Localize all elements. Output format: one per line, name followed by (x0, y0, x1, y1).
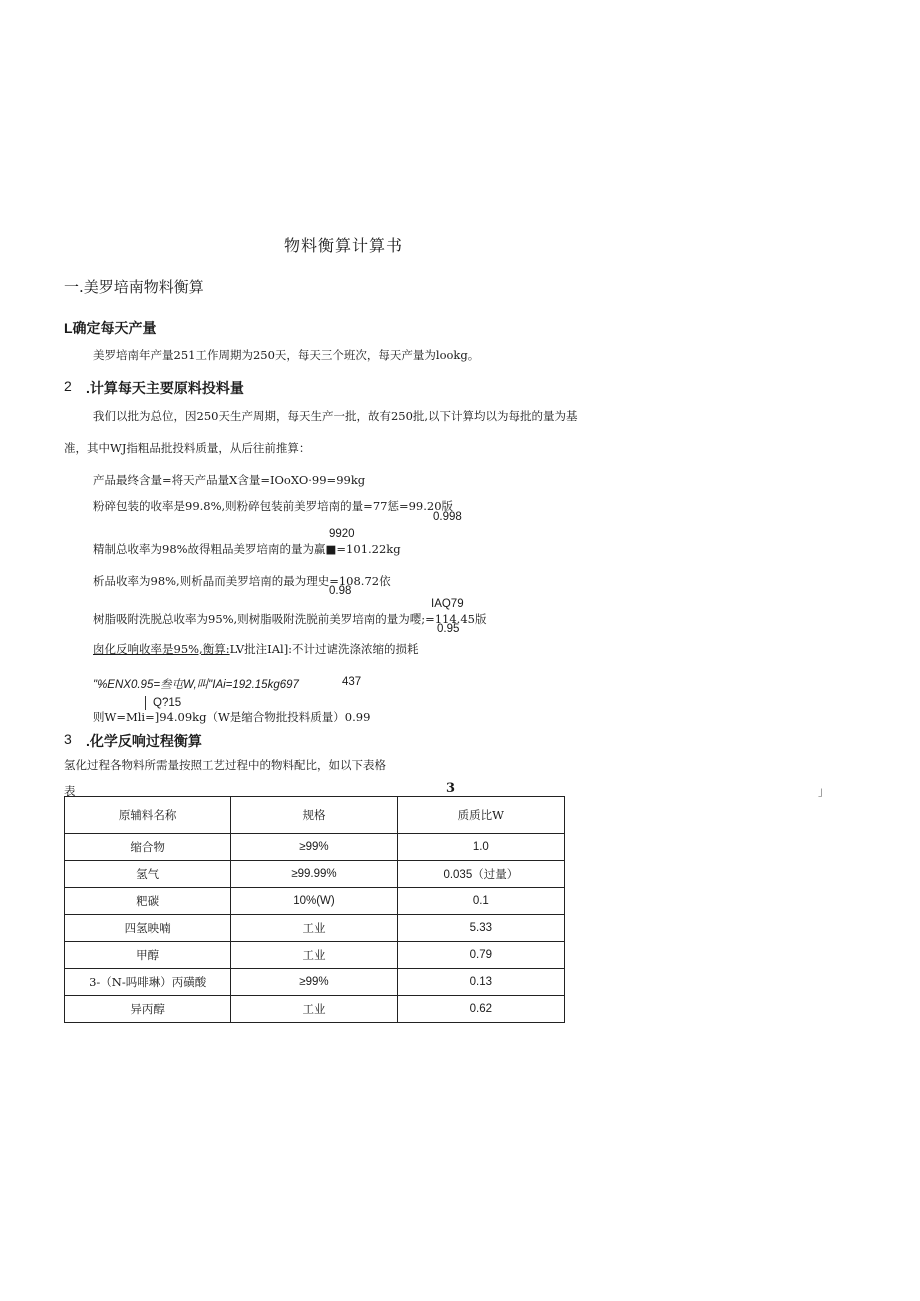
cell-spec: 工业 (231, 942, 397, 969)
cell-ratio: 0.13 (397, 969, 564, 996)
subsection-1-paragraph: 美罗培南年产量251工作周期为250天，每天三个班次，每天产量为lookg。 (93, 348, 480, 362)
calc-line-2: 粉碎包装的收率是99.8%,则粉碎包装前美罗培南的量=77惩=99.20版 (93, 499, 454, 513)
header-cell-ratio: 质质比W (397, 797, 564, 834)
calc-line-7-tail: 437 (342, 676, 362, 688)
cell-ratio: 0.79 (397, 942, 564, 969)
subsection-3-heading: .化学反响过程衡算 (86, 733, 202, 749)
table-row (65, 915, 565, 942)
table-row (65, 861, 565, 888)
calc-line-3: 精制总收率为98%故得粗品美罗培南的量为赢■=101.22kg (93, 542, 401, 556)
table-number: 3 (446, 781, 456, 796)
cell-ratio: 0.62 (397, 996, 564, 1023)
cell-spec: 工业 (231, 996, 397, 1023)
subsection-2-paragraph-1: 我们以批为总位，因250天生产周期，每天生产一批，故有250批,以下计算均以为每批的量为基 (93, 409, 578, 423)
subsection-2-paragraph-2: 准，其中WJ指粗品批投料质量，从后往前推算： (64, 441, 311, 455)
cell-name: 缩合物 (65, 834, 231, 861)
section-1-heading: 一.美罗培南物料衡算 (64, 278, 204, 296)
table-label: 表 (64, 784, 76, 798)
document-title: 物料衡算计算书 (284, 236, 404, 255)
calc-line-2-denominator: 0.998 (433, 511, 462, 523)
cell-name: 3-（N-吗啡琳）丙磺酸 (65, 969, 231, 996)
cell-ratio: 1.0 (397, 834, 564, 861)
table-row (65, 942, 565, 969)
calc-line-8-top: Q?15 (153, 697, 182, 709)
table-corner-mark: 」 (818, 784, 830, 798)
cell-spec: 工业 (231, 915, 397, 942)
calc-line-5-numerator: IAQ79 (431, 598, 464, 610)
cell-spec: ≥99% (231, 969, 397, 996)
subsection-2-heading: .计算每天主要原料投料量 (86, 380, 244, 396)
table-row (65, 969, 565, 996)
calc-line-4-denominator: 0.98 (329, 585, 352, 597)
cell-name: 甲醇 (65, 942, 231, 969)
cell-ratio: 0.035（过量） (397, 861, 564, 888)
materials-table (64, 796, 565, 1023)
calc-line-5: 树脂吸附洗脱总收率为95%,则树脂吸附洗脱前美罗培南的量为嘤;=114.45版 (93, 612, 487, 626)
cell-name: 氢气 (65, 861, 231, 888)
header-cell-name: 原辅料名称 (65, 797, 231, 834)
cell-ratio: 0.1 (397, 888, 564, 915)
header-cell-spec: 规格 (231, 797, 397, 834)
subsection-3-number: 3 (64, 731, 72, 747)
cell-spec: ≥99% (231, 834, 397, 861)
cell-name: 异丙醇 (65, 996, 231, 1023)
table-row (65, 888, 565, 915)
calc-line-8: 则W=Mli=]94.09kg（W是缩合物批投料质量）0.99 (93, 710, 371, 724)
cell-spec: 10%(W) (231, 888, 397, 915)
subsection-2-number: 2 (64, 378, 72, 394)
cell-spec: ≥99.99% (231, 861, 397, 888)
calc-line-6 (93, 641, 419, 657)
calc-line-5-denominator: 0.95 (437, 623, 460, 635)
cursor-mark (145, 696, 146, 710)
calc-line-4: 析品收率为98%,则析晶而美罗培南的最为理史=108.72依 (93, 574, 391, 588)
calc-line-7: "%ENX0.95=叁屯W,叫"IAi=192.15kg697 (93, 679, 299, 691)
calc-line-3-numerator: 9920 (329, 528, 355, 540)
calc-line-1: 产品最终含量=将天产品量X含量=IOoXO·99=99kg (93, 473, 366, 487)
cell-ratio: 5.33 (397, 915, 564, 942)
calc-line-6-comment: LV批注IAl]:不计过谑洗涤浓缩的损耗 (229, 642, 419, 656)
subsection-3-paragraph: 氢化过程各物料所需量按照工艺过程中的物料配比，如以下表格 (64, 758, 386, 772)
table-row (65, 834, 565, 861)
cell-name: 粑碳 (65, 888, 231, 915)
calc-line-6-underlined: 囱化反响收率是95%,衡算: (93, 642, 230, 656)
subsection-1-heading: L确定每天产量 (64, 320, 157, 336)
cell-name: 四氢映喃 (65, 915, 231, 942)
table-header-row (65, 797, 565, 834)
table-row (65, 996, 565, 1023)
